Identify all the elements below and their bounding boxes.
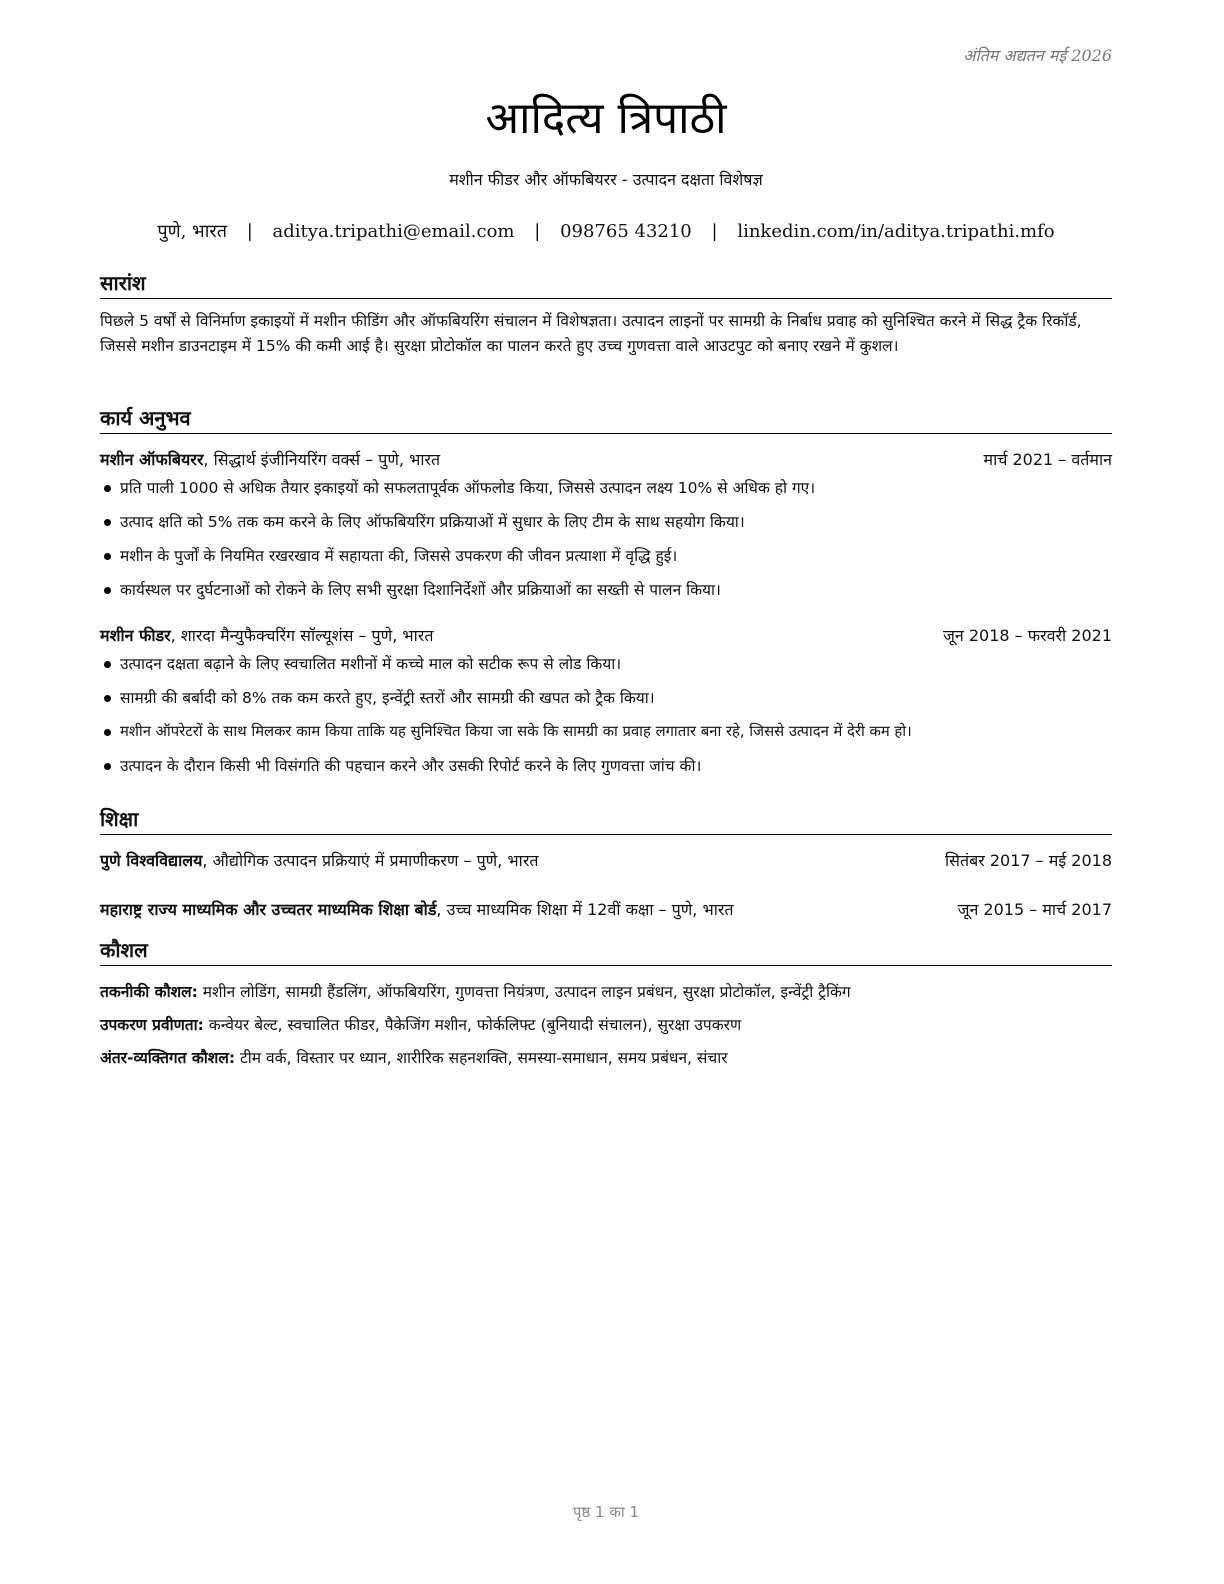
summary-section bbox=[100, 270, 1112, 359]
bullet-icon bbox=[104, 763, 111, 770]
skill-value: कन्वेयर बेल्ट, स्वचालित फीडर, पैकेजिंग मशीन, फोर्कलिफ्ट (बुनियादी संचालन), सुरक्षा उपकरण bbox=[203, 1016, 742, 1034]
job-company: , शारदा मैन्युफैक्चरिंग सॉल्यूशंस – पुणे, भारत bbox=[170, 626, 434, 645]
skill-label: अंतर-व्यक्तिगत कौशल: bbox=[100, 1049, 236, 1067]
bullet-item bbox=[100, 754, 1112, 788]
resume-page bbox=[100, 0, 1112, 1584]
contact-linkedin[interactable]: linkedin.com/in/aditya.tripathi.mfo bbox=[737, 221, 1055, 242]
education-dates: सितंबर 2017 – मई 2018 bbox=[945, 851, 1112, 870]
bullet-item bbox=[100, 686, 1112, 720]
bullet-icon bbox=[104, 519, 111, 526]
skill-row bbox=[100, 1046, 1112, 1079]
skills-list bbox=[100, 980, 1112, 1079]
bullet-item bbox=[100, 544, 1112, 578]
experience-section bbox=[100, 405, 1112, 788]
contact-location: पुणे, भारत bbox=[157, 221, 227, 242]
bullet-icon bbox=[104, 587, 111, 594]
bullet-icon bbox=[104, 729, 111, 736]
last-updated: अंतिम अद्यतन मई 2026 bbox=[963, 46, 1112, 65]
job-bullets bbox=[100, 652, 1112, 788]
education-institution: महाराष्ट्र राज्य माध्यमिक और उच्चतर माध्यमिक शिक्षा बोर्ड bbox=[100, 900, 437, 919]
job-dates: जून 2018 – फरवरी 2021 bbox=[943, 626, 1112, 645]
contact-email[interactable]: aditya.tripathi@email.com bbox=[272, 221, 515, 242]
bullet-item bbox=[100, 476, 1112, 510]
bullet-text: उत्पादन के दौरान किसी भी विसंगति की पहचान करने और उसकी रिपोर्ट करने के लिए गुणवत्ता जांच की। bbox=[120, 757, 702, 775]
education-heading: शिक्षा bbox=[100, 806, 1112, 835]
skill-label: तकनीकी कौशल: bbox=[100, 983, 198, 1001]
job-dates: मार्च 2021 – वर्तमान bbox=[983, 450, 1112, 469]
education-dates: जून 2015 – मार्च 2017 bbox=[957, 900, 1112, 919]
job-entry bbox=[100, 624, 1112, 788]
bullet-text: सामग्री की बर्बादी को 8% तक कम करते हुए, इन्वेंट्री स्तरों और सामग्री की खपत को ट्रैक किया। bbox=[120, 689, 655, 707]
job-company: , सिद्धार्थ इंजीनियरिंग वर्क्स – पुणे, भारत bbox=[203, 450, 441, 469]
education-detail: , उच्च माध्यमिक शिक्षा में 12वीं कक्षा – पुणे, भारत bbox=[436, 900, 734, 919]
job-role: मशीन ऑफबियरर bbox=[100, 450, 204, 469]
bullet-icon bbox=[104, 553, 111, 560]
education-entry bbox=[100, 849, 1112, 873]
summary-heading: सारांश bbox=[100, 270, 1112, 299]
skills-heading: कौशल bbox=[100, 937, 1112, 966]
candidate-name: आदित्य त्रिपाठी bbox=[485, 93, 727, 144]
job-title-line bbox=[100, 624, 433, 648]
contact-line bbox=[100, 219, 1112, 243]
contact-phone: 098765 43210 bbox=[560, 221, 692, 242]
bullet-icon bbox=[104, 695, 111, 702]
job-title-line bbox=[100, 448, 440, 472]
education-section bbox=[100, 806, 1112, 922]
contact-separator: | bbox=[711, 221, 718, 242]
bullet-icon bbox=[104, 661, 111, 668]
bullet-icon bbox=[104, 485, 111, 492]
education-institution: पुणे विश्वविद्यालय bbox=[100, 851, 203, 870]
experience-heading: कार्य अनुभव bbox=[100, 405, 1112, 434]
job-entry bbox=[100, 448, 1112, 612]
education-detail: , औद्योगिक उत्पादन प्रक्रियाएं में प्रमाणीकरण – पुणे, भारत bbox=[202, 851, 539, 870]
skill-value: मशीन लोडिंग, सामग्री हैंडलिंग, ऑफबियरिंग, गुणवत्ता नियंत्रण, उत्पादन लाइन प्रबंधन, सुरक्षा प्रोटोकॉल, इन्वेंट्री ट्रैकिंग bbox=[197, 983, 851, 1001]
candidate-subtitle: मशीन फीडर और ऑफबियरर - उत्पादन दक्षता विशेषज्ञ bbox=[449, 170, 763, 189]
bullet-text: प्रति पाली 1000 से अधिक तैयार इकाइयों को सफलतापूर्वक ऑफलोड किया, जिससे उत्पादन लक्ष्य 10% से अधिक हो गए। bbox=[120, 479, 816, 497]
bullet-item bbox=[100, 578, 1112, 612]
page-number: पृष्ठ 1 का 1 bbox=[572, 1503, 640, 1521]
bullet-text: उत्पादन दक्षता बढ़ाने के लिए स्वचालित मशीनों में कच्चे माल को सटीक रूप से लोड किया। bbox=[120, 655, 622, 673]
summary-text: पिछले 5 वर्षों से विनिर्माण इकाइयों में मशीन फीडिंग और ऑफबियरिंग संचालन में विशेषज्ञता। उत्पादन लाइनों पर सामग्री के निर्बाध प्रवाह को सुनिश्चित करने में सिद्ध ट्रैक रिकॉर्ड, जिससे मशीन डाउनटाइम में 15% की कमी आई है। सुरक्षा प्रोटोकॉल का पालन करते हुए उच्च गुणवत्ता वाले आउटपुट को बनाए रखने में कुशल। bbox=[100, 312, 1082, 355]
contact-separator: | bbox=[246, 221, 253, 242]
bullet-item bbox=[100, 510, 1112, 544]
bullet-item bbox=[100, 720, 1112, 754]
skill-row bbox=[100, 980, 1112, 1013]
skills-section bbox=[100, 937, 1112, 1079]
bullet-text: उत्पाद क्षति को 5% तक कम करने के लिए ऑफबियरिंग प्रक्रियाओं में सुधार के लिए टीम के साथ सहयोग किया। bbox=[120, 513, 745, 531]
contact-separator: | bbox=[534, 221, 541, 242]
job-header bbox=[100, 448, 1112, 472]
skill-value: टीम वर्क, विस्तार पर ध्यान, शारीरिक सहनशक्ति, समस्या-समाधान, समय प्रबंधन, संचार bbox=[235, 1049, 728, 1067]
education-entry bbox=[100, 898, 1112, 922]
bullet-text: मशीन के पुर्जों के नियमित रखरखाव में सहायता की, जिससे उपकरण की जीवन प्रत्याशा में वृद्धि हुई। bbox=[120, 547, 678, 565]
job-header bbox=[100, 624, 1112, 648]
job-role: मशीन फीडर bbox=[100, 626, 171, 645]
skill-label: उपकरण प्रवीणता: bbox=[100, 1016, 204, 1034]
bullet-text: कार्यस्थल पर दुर्घटनाओं को रोकने के लिए सभी सुरक्षा दिशानिर्देशों और प्रक्रियाओं का सख्ती से पालन किया। bbox=[120, 581, 721, 599]
education-line bbox=[100, 849, 538, 873]
education-line bbox=[100, 898, 734, 922]
skill-row bbox=[100, 1013, 1112, 1046]
bullet-text: मशीन ऑपरेटरों के साथ मिलकर काम किया ताकि यह सुनिश्चित किया जा सके कि सामग्री का प्रवाह लगातार बना रहे, जिससे उत्पादन में देरी कम हो। bbox=[120, 723, 912, 740]
job-bullets bbox=[100, 476, 1112, 612]
bullet-item bbox=[100, 652, 1112, 686]
